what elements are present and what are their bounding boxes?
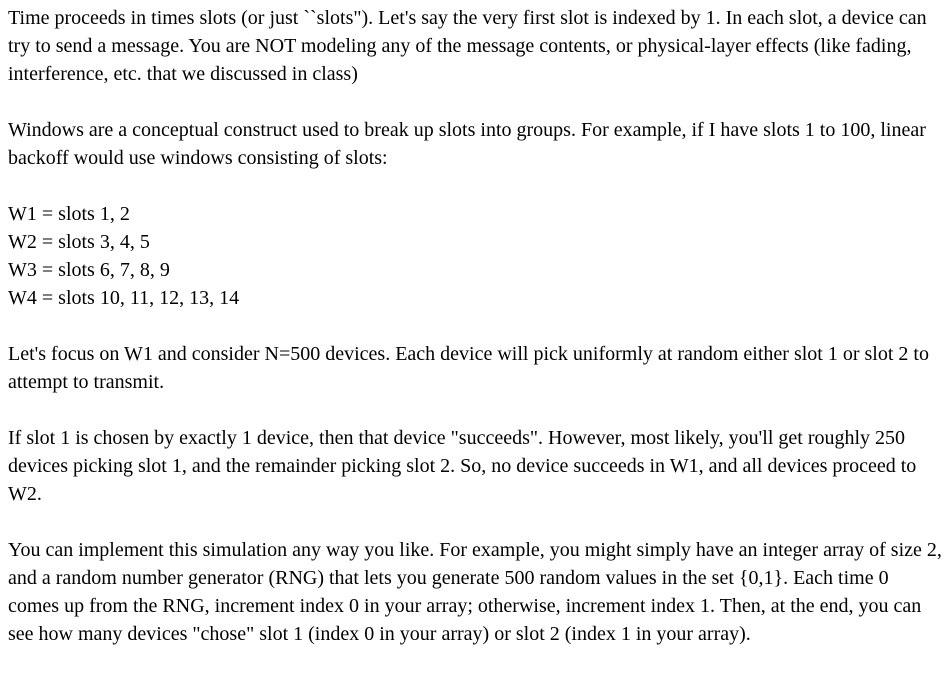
paragraph-time-slots: Time proceeds in times slots (or just ``slots"). Let's say the very first slot is indexed by 1. In each slot, a device can try to send a message. You are NOT modeling any of the message contents, or physical-layer effects (like fading, interference, etc. that we discussed in class) [8,7,927,85]
window-line-w3: W3 = slots 6, 7, 8, 9 [8,259,170,281]
paragraph-focus-w1: Let's focus on W1 and consider N=500 devices. Each device will pick uniformly at random either slot 1 or slot 2 to attempt to transmit. [8,343,929,393]
window-list [8,200,944,312]
window-line-w1: W1 = slots 1, 2 [8,203,130,225]
paragraph-success-condition: If slot 1 is chosen by exactly 1 device, then that device "succeeds". However, most likely, you'll get roughly 250 devices picking slot 1, and the remainder picking slot 2. So, no device succeeds in W1, and all devices proceed to W2. [8,427,917,505]
window-line-w4: W4 = slots 10, 11, 12, 13, 14 [8,287,240,309]
window-line-w2: W2 = slots 3, 4, 5 [8,231,150,253]
paragraph-windows-intro: Windows are a conceptual construct used to break up slots into groups. For example, if I have slots 1 to 100, linear backoff would use windows consisting of slots: [8,119,926,169]
paragraph-implementation: You can implement this simulation any way you like. For example, you might simply have an integer array of size 2, and a random number generator (RNG) that lets you generate 500 random values in the set {0,1}. Each time 0 comes up from the RNG, increment index 0 in your array; otherwise, increment index 1. Then, at the end, you can see how many devices "chose" slot 1 (index 0 in your array) or slot 2 (index 1 in your array). [8,539,942,645]
